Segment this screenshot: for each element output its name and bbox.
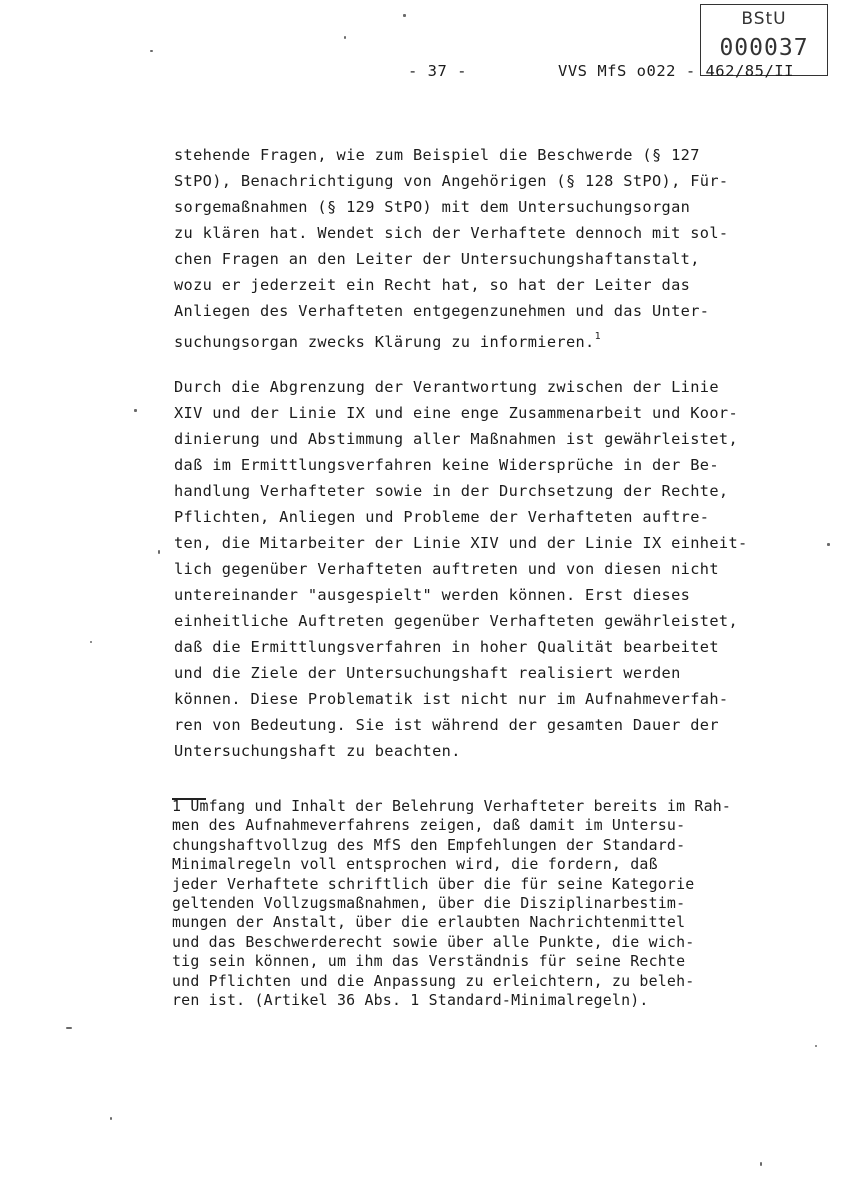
scan-speck (134, 409, 137, 412)
stamp-number: 000037 (719, 35, 809, 61)
paragraph-line: ten, die Mitarbeiter der Linie XIV und der Linie IX einheit- (174, 534, 748, 552)
paragraph-line: sorgemaßnahmen (§ 129 StPO) mit dem Untersuchungsorgan (174, 198, 691, 216)
footnote (172, 797, 731, 1010)
footnote-line: und Pflichten und die Anpassung zu erleichtern, zu beleh- (172, 971, 695, 990)
paragraph-line: wozu er jederzeit ein Recht hat, so hat der Leiter das (174, 276, 691, 294)
paragraph-line: Pflichten, Anliegen und Probleme der Verhafteten auftre- (174, 508, 710, 526)
footnote-line: und das Beschwerderecht sowie über alle Punkte, die wich- (172, 932, 695, 951)
paragraph-line: XIV und der Linie IX und eine enge Zusammenarbeit und Koor- (174, 404, 739, 422)
scan-speck (150, 50, 153, 52)
scan-speck (760, 1162, 762, 1166)
paragraph-line: dinierung und Abstimmung aller Maßnahmen ist gewährleistet, (174, 430, 739, 448)
scan-speck (403, 14, 406, 17)
paragraph-line (174, 324, 728, 350)
paragraph-line: stehende Fragen, wie zum Beispiel die Beschwerde (§ 127 (174, 146, 700, 164)
stamp-label: BStU (741, 9, 787, 29)
footnote-line: men des Aufnahmeverfahrens zeigen, daß damit im Untersu- (172, 816, 686, 835)
paragraph-line: Untersuchungshaft zu beachten. (174, 742, 461, 760)
scan-speck (90, 641, 92, 643)
paragraph-1 (174, 142, 728, 350)
paragraph-line: Anliegen des Verhafteten entgegenzunehmen und das Unter- (174, 302, 710, 320)
footnote-line: tig sein können, um ihm das Verständnis für seine Rechte (172, 952, 686, 971)
page-number: - 37 - (408, 62, 467, 80)
paragraph-2 (174, 374, 748, 764)
scan-speck (66, 1027, 72, 1029)
paragraph-line: StPO), Benachrichtigung von Angehörigen (§ 128 StPO), Für- (174, 172, 729, 190)
scan-speck (110, 1117, 112, 1120)
scan-speck (158, 550, 160, 554)
footnote-line: 1 Umfang und Inhalt der Belehrung Verhafteter bereits im Rah- (172, 797, 732, 815)
paragraph-line: lich gegenüber Verhafteten auftreten und von diesen nicht (174, 560, 719, 578)
classification-reference: VVS MfS o022 - 462/85/II (558, 62, 794, 80)
paragraph-line-text: suchungsorgan zwecks Klärung zu informieren. (174, 333, 595, 351)
paragraph-line: und die Ziele der Untersuchungshaft realisiert werden (174, 664, 681, 682)
paragraph-line: daß im Ermittlungsverfahren keine Widersprüche in der Be- (174, 456, 719, 474)
footnote-line: geltenden Vollzugsmaßnahmen, über die Disziplinarbestim- (172, 893, 686, 912)
footnote-line: ren ist. (Artikel 36 Abs. 1 Standard-Minimalregeln). (172, 990, 649, 1009)
paragraph-line: einheitliche Auftreten gegenüber Verhafteten gewährleistet, (174, 612, 739, 630)
paragraph-line: können. Diese Problematik ist nicht nur im Aufnahmeverfah- (174, 690, 729, 708)
footnote-line: Minimalregeln voll entsprochen wird, die fordern, daß (172, 855, 658, 874)
footnote-line: mungen der Anstalt, über die erlaubten Nachrichtenmittel (172, 913, 686, 932)
paragraph-line: ren von Bedeutung. Sie ist während der gesamten Dauer der (174, 716, 719, 734)
scan-speck (344, 36, 346, 39)
paragraph-line: Durch die Abgrenzung der Verantwortung zwischen der Linie (174, 378, 719, 396)
scan-speck (827, 543, 830, 546)
footnote-line: jeder Verhaftete schriftlich über die für seine Kategorie (172, 874, 695, 893)
footnote-line: chungshaftvollzug des MfS den Empfehlungen der Standard- (172, 835, 686, 854)
paragraph-line: chen Fragen an den Leiter der Untersuchungshaftanstalt, (174, 250, 700, 268)
paragraph-line: untereinander "ausgespielt" werden können. Erst dieses (174, 586, 691, 604)
paragraph-line: zu klären hat. Wendet sich der Verhaftete dennoch mit sol- (174, 224, 729, 242)
scan-speck (815, 1045, 817, 1047)
paragraph-line: daß die Ermittlungsverfahren in hoher Qualität bearbeitet (174, 638, 719, 656)
paragraph-line: handlung Verhafteter sowie in der Durchsetzung der Rechte, (174, 482, 729, 500)
footnote-reference: 1 (594, 331, 601, 342)
